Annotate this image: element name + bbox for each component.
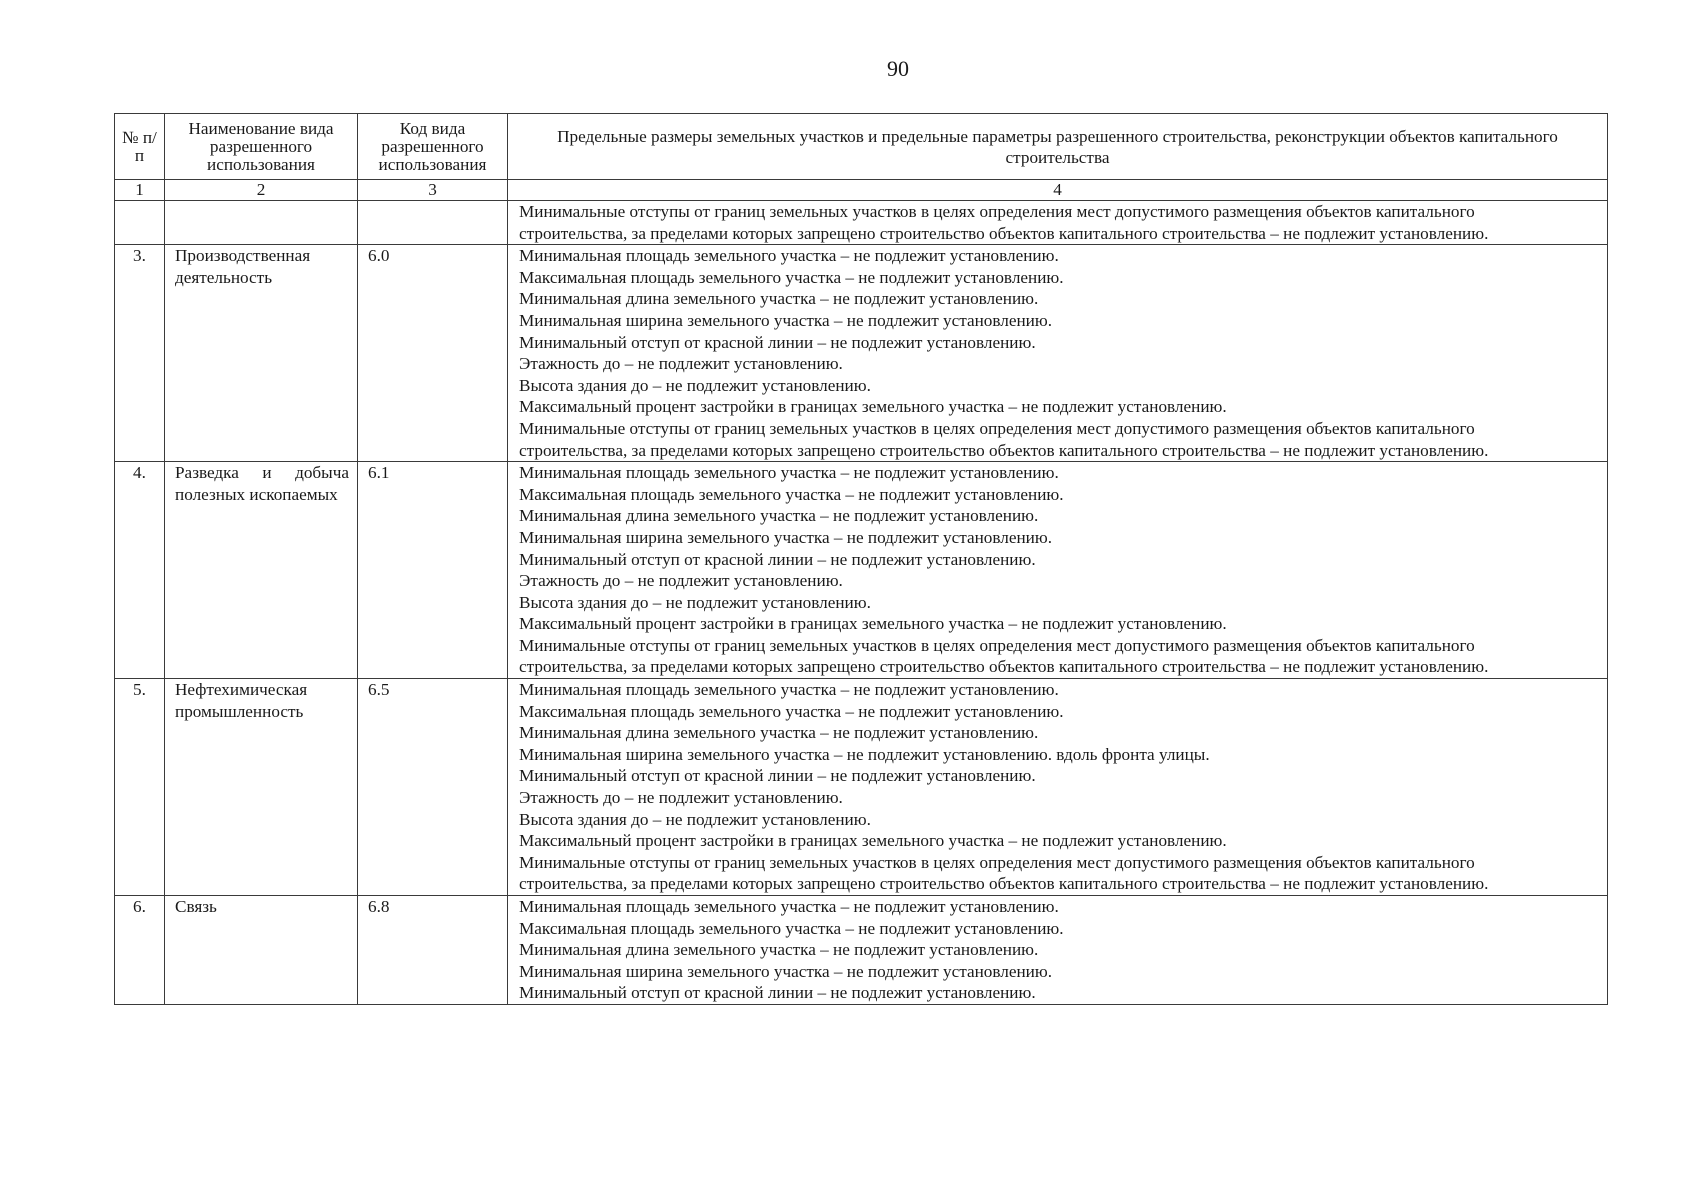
column-index: 4 bbox=[508, 180, 1608, 201]
parameters-cell bbox=[508, 896, 1608, 1005]
parameter-line: Этажность до – не подлежит установлению. bbox=[519, 354, 843, 374]
parameters-cell bbox=[508, 245, 1608, 462]
column-index: 2 bbox=[165, 180, 358, 201]
parameter-line: Минимальная длина земельного участка – не подлежит установлению. bbox=[519, 940, 1039, 960]
parameter-line: Минимальные отступы от границ земельных участков в целях определения мест допустимого размещения объектов капитального строительства, за пределами которых запрещено строительство объектов капитального строительства – не подлежит установлению. bbox=[519, 852, 1489, 894]
header-parameters: Предельные размеры земельных участков и предельные параметры разрешенного строительства, реконструкции объектов капитального строительства bbox=[508, 114, 1608, 180]
row-number: 5. bbox=[115, 679, 165, 896]
use-name: Нефтехимическая промышленность bbox=[165, 679, 358, 896]
use-code bbox=[358, 201, 508, 245]
parameter-line: Этажность до – не подлежит установлению. bbox=[519, 571, 843, 591]
parameter-line: Этажность до – не подлежит установлению. bbox=[519, 788, 843, 808]
column-index: 1 bbox=[115, 180, 165, 201]
parameter-line: Минимальная площадь земельного участка – не подлежит установлению. bbox=[519, 246, 1059, 266]
use-name bbox=[165, 201, 358, 245]
column-index: 3 bbox=[358, 180, 508, 201]
parameters-cell bbox=[508, 679, 1608, 896]
parameter-line: Максимальный процент застройки в границах земельного участка – не подлежит установлению. bbox=[519, 614, 1227, 634]
use-name: Производственная деятельность bbox=[165, 245, 358, 462]
parameter-line: Минимальный отступ от красной линии – не подлежит установлению. bbox=[519, 332, 1036, 352]
parameter-line: Минимальная площадь земельного участка – не подлежит установлению. bbox=[519, 463, 1059, 483]
parameter-line: Максимальная площадь земельного участка – не подлежит установлению. bbox=[519, 918, 1064, 938]
row-number: 6. bbox=[115, 896, 165, 1005]
parameter-line: Минимальный отступ от красной линии – не подлежит установлению. bbox=[519, 766, 1036, 786]
parameter-line: Максимальная площадь земельного участка – не подлежит установлению. bbox=[519, 484, 1064, 504]
parameter-line: Высота здания до – не подлежит установлению. bbox=[519, 809, 871, 829]
parameter-line: Минимальная длина земельного участка – не подлежит установлению. bbox=[519, 723, 1039, 743]
parameter-line: Минимальная длина земельного участка – не подлежит установлению. bbox=[519, 506, 1039, 526]
parameter-line: Минимальная площадь земельного участка – не подлежит установлению. bbox=[519, 680, 1059, 700]
use-name: Связь bbox=[165, 896, 358, 1005]
use-code: 6.1 bbox=[358, 462, 508, 679]
page-number: 90 bbox=[887, 56, 909, 81]
regulations-table bbox=[114, 113, 1608, 1005]
row-number: 4. bbox=[115, 462, 165, 679]
use-code: 6.8 bbox=[358, 896, 508, 1005]
parameters-cell bbox=[508, 462, 1608, 679]
parameter-line: Минимальная ширина земельного участка – не подлежит установлению. bbox=[519, 310, 1053, 330]
parameter-line: Минимальная ширина земельного участка – не подлежит установлению. bbox=[519, 527, 1053, 547]
parameter-line: Высота здания до – не подлежит установлению. bbox=[519, 592, 871, 612]
use-code: 6.0 bbox=[358, 245, 508, 462]
parameter-line: Минимальная площадь земельного участка – не подлежит установлению. bbox=[519, 897, 1059, 916]
parameters-cell bbox=[508, 201, 1608, 245]
parameter-line: Минимальный отступ от красной линии – не подлежит установлению. bbox=[519, 983, 1036, 1003]
table-header-row bbox=[115, 114, 1608, 180]
header-use-name: Наименование вида разрешенного использования bbox=[165, 114, 358, 180]
row-number bbox=[115, 201, 165, 245]
parameter-line: Максимальная площадь земельного участка – не подлежит установлению. bbox=[519, 267, 1064, 287]
use-code: 6.5 bbox=[358, 679, 508, 896]
parameter-line: Минимальные отступы от границ земельных участков в целях определения мест допустимого размещения объектов капитального строительства, за пределами которых запрещено строительство объектов капитального строительства – не подлежит установлению. bbox=[519, 418, 1489, 460]
table-row bbox=[115, 201, 1608, 245]
header-number: № п/п bbox=[115, 114, 165, 180]
parameter-line: Максимальный процент застройки в границах земельного участка – не подлежит установлению. bbox=[519, 831, 1227, 851]
parameter-line: Минимальные отступы от границ земельных участков в целях определения мест допустимого размещения объектов капитального строительства, за пределами которых запрещено строительство объектов капитального строительства – не подлежит установлению. bbox=[519, 635, 1489, 677]
row-number: 3. bbox=[115, 245, 165, 462]
parameter-line: Минимальная длина земельного участка – не подлежит установлению. bbox=[519, 289, 1039, 309]
parameter-line: Минимальная ширина земельного участка – не подлежит установлению. вдоль фронта улицы. bbox=[519, 744, 1210, 764]
table-body bbox=[115, 201, 1608, 1005]
parameter-line: Максимальная площадь земельного участка – не подлежит установлению. bbox=[519, 701, 1064, 721]
parameter-line: Минимальные отступы от границ земельных участков в целях определения мест допустимого размещения объектов капитального строительства, за пределами которых запрещено строительство объектов капитального строительства – не подлежит установлению. bbox=[519, 202, 1489, 243]
table-row bbox=[115, 245, 1608, 462]
use-name: Разведка и добыча полезных ископаемых bbox=[165, 462, 358, 679]
column-index-row bbox=[115, 180, 1608, 201]
table-row bbox=[115, 896, 1608, 1005]
parameter-line: Минимальная ширина земельного участка – не подлежит установлению. bbox=[519, 961, 1053, 981]
table-row bbox=[115, 679, 1608, 896]
parameter-line: Минимальный отступ от красной линии – не подлежит установлению. bbox=[519, 549, 1036, 569]
parameter-line: Максимальный процент застройки в границах земельного участка – не подлежит установлению. bbox=[519, 397, 1227, 417]
table-row bbox=[115, 462, 1608, 679]
header-use-code: Код вида разрешенного использования bbox=[358, 114, 508, 180]
parameter-line: Высота здания до – не подлежит установлению. bbox=[519, 375, 871, 395]
